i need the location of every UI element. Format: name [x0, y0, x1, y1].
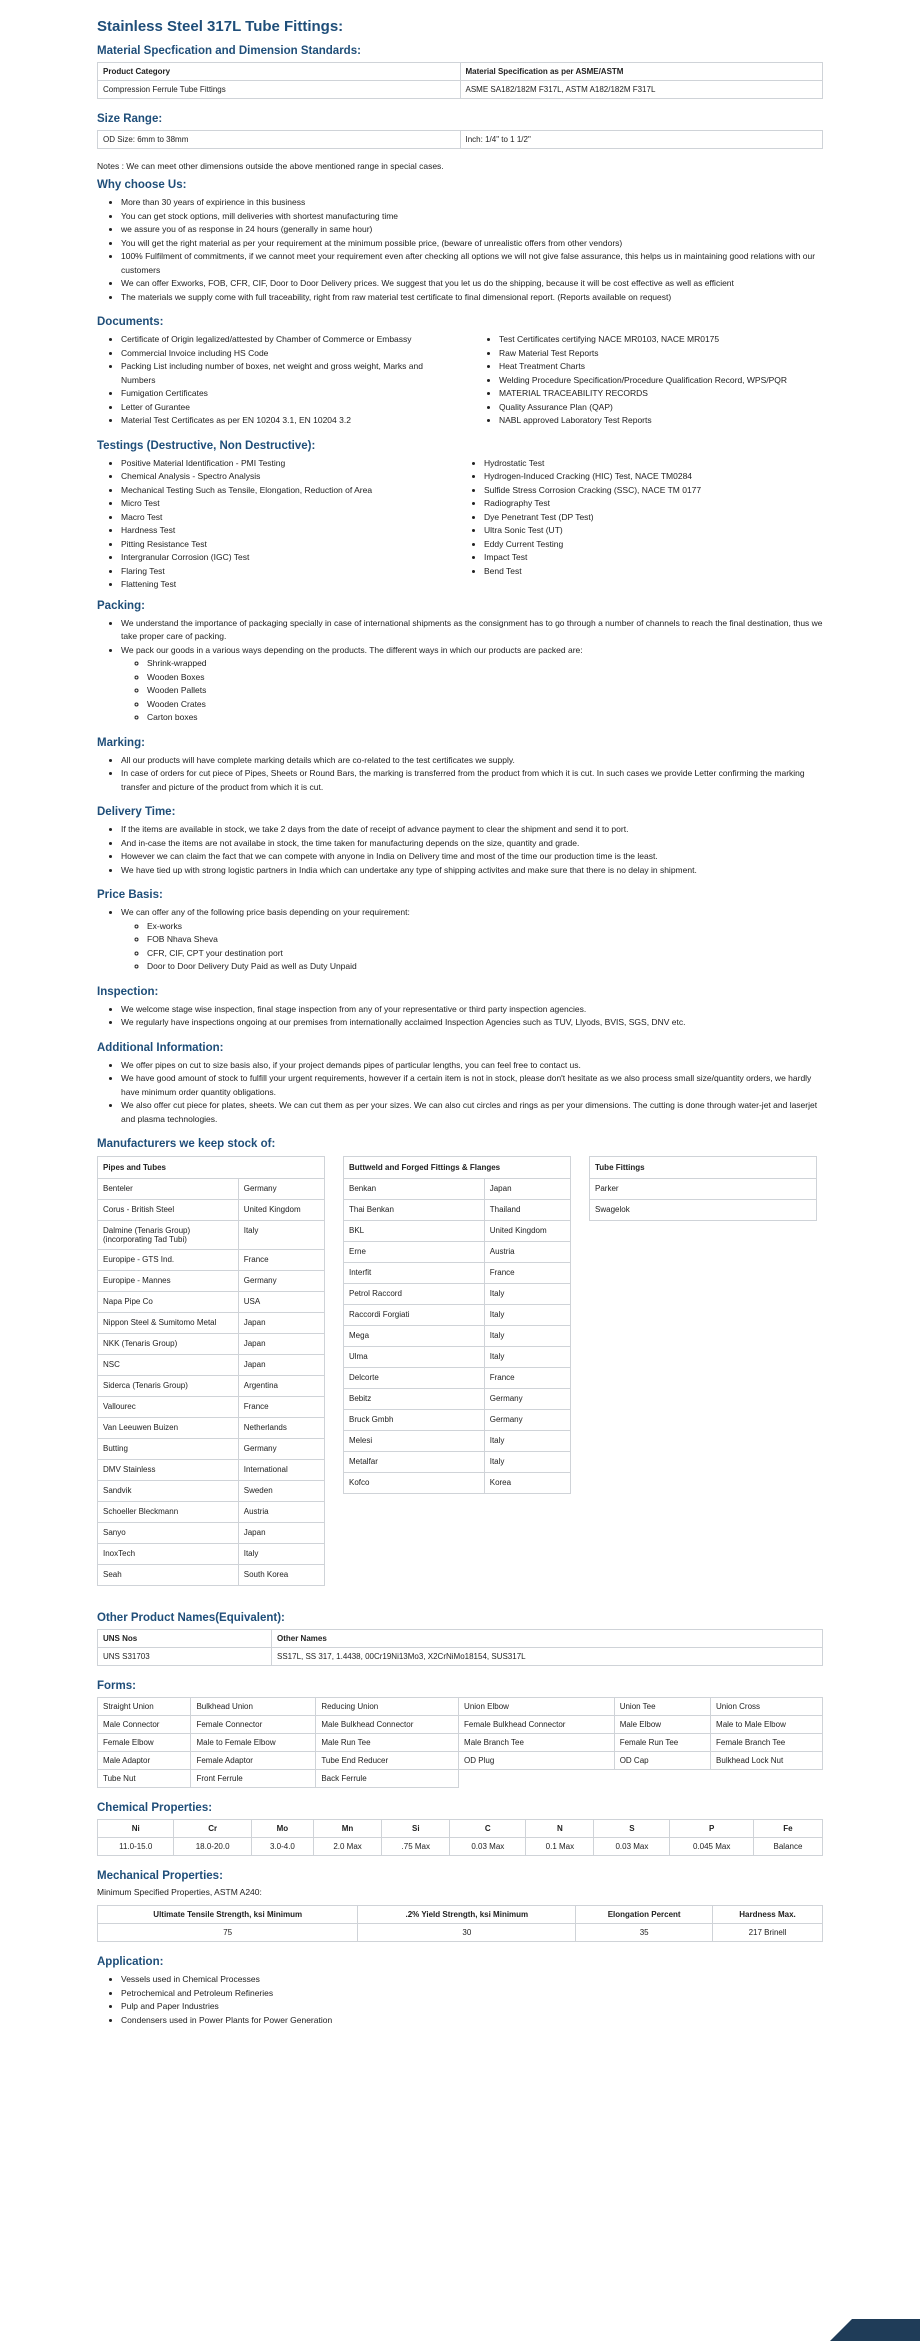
- table-cell: Sandvik: [98, 1481, 239, 1502]
- table-cell: 30: [358, 1924, 576, 1942]
- list-item: • We understand the importance of packaging specially in case of international shipments as the consignment has to go through a number of channels to reach the final destination, thus we take proper care of packing.: [121, 617, 823, 644]
- list-item: • In case of orders for cut piece of Pipes, Sheets or Round Bars, the marking is transferred from the product from which it is cut. In such cases we provide Letter confirming the marking transfer and picture of the product from which it is cut.: [121, 767, 823, 794]
- additional-heading: Additional Information:: [97, 1041, 224, 1054]
- table-cell: Front Ferrule: [191, 1770, 316, 1788]
- list-item: • We welcome stage wise inspection, final stage inspection from any of your representative or third party inspection agencies.: [121, 1003, 823, 1017]
- other-names-table: [97, 1629, 823, 1666]
- table-cell: DMV Stainless: [98, 1460, 239, 1481]
- table-cell: Germany: [238, 1271, 324, 1292]
- why-list: [97, 196, 823, 304]
- table-row: [98, 1481, 325, 1502]
- table-cell: Union Elbow: [459, 1698, 615, 1716]
- tube-fittings-table: [589, 1156, 817, 1221]
- table-cell: Benteler: [98, 1179, 239, 1200]
- table-cell: C: [450, 1820, 526, 1838]
- table-row: [590, 1179, 817, 1200]
- table-cell: France: [238, 1250, 324, 1271]
- material-category: Compression Ferrule Tube Fittings: [98, 81, 461, 99]
- table-cell: Mo: [251, 1820, 313, 1838]
- table-row: [344, 1473, 571, 1494]
- list-item: • Macro Test: [121, 511, 460, 525]
- table-cell: USA: [238, 1292, 324, 1313]
- list-item: • We offer pipes on cut to size basis also, if your project demands pipes of particular lengths, you can feel free to contact us.: [121, 1059, 823, 1073]
- table-cell: 11.0-15.0: [98, 1838, 174, 1856]
- pipes-title: Pipes and Tubes: [98, 1157, 325, 1179]
- table-cell: Vallourec: [98, 1397, 239, 1418]
- table-cell: Nippon Steel & Sumitomo Metal: [98, 1313, 239, 1334]
- table-cell: Male Elbow: [614, 1716, 710, 1734]
- chemical-value-row: [98, 1838, 823, 1856]
- list-item: ◦ Wooden Boxes: [147, 671, 823, 685]
- list-item: ◦ FOB Nhava Sheva: [147, 933, 823, 947]
- uns-number: UNS S31703: [98, 1648, 272, 1666]
- table-cell: Germany: [238, 1179, 324, 1200]
- list-item: • We have tied up with strong logistic partners in India which can undertake any type of shipping activites and make sure that there is no delay in shipment.: [121, 864, 823, 878]
- table-row: [98, 1271, 325, 1292]
- list-item: • Material Test Certificates as per EN 10204 3.1, EN 10204 3.2: [121, 414, 445, 428]
- table-row: [98, 1418, 325, 1439]
- testings-left-list: [97, 457, 460, 592]
- list-item: • Chemical Analysis - Spectro Analysis: [121, 470, 460, 484]
- list-item: ◦ Wooden Crates: [147, 698, 823, 712]
- table-row: [98, 1523, 325, 1544]
- table-row: [344, 1221, 571, 1242]
- table-cell: Ulma: [344, 1347, 485, 1368]
- buttweld-title: Buttweld and Forged Fittings & Flanges: [344, 1157, 571, 1179]
- table-cell: Reducing Union: [316, 1698, 459, 1716]
- list-item: • Mechanical Testing Such as Tensile, Elongation, Reduction of Area: [121, 484, 460, 498]
- list-item: • Flattening Test: [121, 578, 460, 592]
- table-row: [98, 1770, 823, 1788]
- list-item: • You will get the right material as per your requirement at the minimum possible price, (beware of unrealistic offers from other vendors): [121, 237, 823, 251]
- table-cell: Italy: [484, 1284, 570, 1305]
- table-cell: Male Adaptor: [98, 1752, 191, 1770]
- list-item: • However we can claim the fact that we can compete with anyone in India on Delivery time and most of the time our production time is the least.: [121, 850, 823, 864]
- table-row: [344, 1410, 571, 1431]
- table-cell: OD Plug: [459, 1752, 615, 1770]
- table-cell: Van Leeuwen Buizen: [98, 1418, 239, 1439]
- list-item: • Radiography Test: [484, 497, 823, 511]
- table-cell: Fe: [753, 1820, 822, 1838]
- table-cell: Argentina: [238, 1376, 324, 1397]
- table-cell: France: [484, 1263, 570, 1284]
- list-item: • Bend Test: [484, 565, 823, 579]
- marking-list: [97, 754, 823, 795]
- table-cell: Female Branch Tee: [711, 1734, 823, 1752]
- additional-list: [97, 1059, 823, 1127]
- list-item: • All our products will have complete marking details which are co-related to the test certificates we supply.: [121, 754, 823, 768]
- chemical-table: [97, 1819, 823, 1856]
- mechanical-heading: Mechanical Properties:: [97, 1870, 223, 1882]
- list-item: • Hardness Test: [121, 524, 460, 538]
- table-row: [98, 1439, 325, 1460]
- table-cell: Ni: [98, 1820, 174, 1838]
- material-table: [97, 62, 823, 99]
- table-cell: Japan: [484, 1179, 570, 1200]
- table-cell: Female Elbow: [98, 1734, 191, 1752]
- material-spec: ASME SA182/182M F317L, ASTM A182/182M F317L: [460, 81, 823, 99]
- table-cell: Schoeller Bleckmann: [98, 1502, 239, 1523]
- list-item: • NABL approved Laboratory Test Reports: [499, 414, 823, 428]
- table-cell: Italy: [484, 1452, 570, 1473]
- table-cell: Mega: [344, 1326, 485, 1347]
- list-item: • Sulfide Stress Corrosion Cracking (SSC), NACE TM 0177: [484, 484, 823, 498]
- table-cell: Seah: [98, 1565, 239, 1586]
- list-item: • Pitting Resistance Test: [121, 538, 460, 552]
- list-item: • Packing List including number of boxes, net weight and gross weight, Marks and Numbers: [121, 360, 445, 387]
- table-row: [344, 1200, 571, 1221]
- table-row: [98, 1397, 325, 1418]
- size-table: [97, 130, 823, 149]
- table-cell: Germany: [484, 1410, 570, 1431]
- testings-heading: Testings (Destructive, Non Destructive):: [97, 439, 316, 452]
- table-cell: Male Connector: [98, 1716, 191, 1734]
- list-item: • Test Certificates certifying NACE MR0103, NACE MR0175: [499, 333, 823, 347]
- table-cell: Italy: [484, 1431, 570, 1452]
- table-cell: Sweden: [238, 1481, 324, 1502]
- table-row: [344, 1431, 571, 1452]
- documents-right-list: [475, 333, 823, 428]
- table-cell: Japan: [238, 1523, 324, 1544]
- list-item: • Vessels used in Chemical Processes: [121, 1973, 823, 1987]
- inspection-list: [97, 1003, 823, 1030]
- table-cell: Japan: [238, 1313, 324, 1334]
- table-cell: Mn: [313, 1820, 381, 1838]
- material-heading: Material Specfication and Dimension Standards:: [97, 45, 361, 57]
- forms-rows: [98, 1698, 823, 1788]
- table-row: [344, 1347, 571, 1368]
- list-item: ◦ CFR, CIF, CPT your destination port: [147, 947, 823, 961]
- table-cell: United Kingdom: [484, 1221, 570, 1242]
- table-cell: Tube Nut: [98, 1770, 191, 1788]
- size-note: Notes : We can meet other dimensions outside the above mentioned range in special cases.: [97, 161, 444, 171]
- price-list: [97, 906, 823, 920]
- table-cell: Italy: [484, 1326, 570, 1347]
- tube-fittings-title: Tube Fittings: [590, 1157, 817, 1179]
- table-row: [98, 1334, 325, 1355]
- application-list: [97, 1973, 823, 2027]
- list-item: • We regularly have inspections ongoing at our premises from internationally acclaimed Inspection Agencies such as TUV, Llyods, BVIS, SGS, DNV etc.: [121, 1016, 823, 1030]
- manufacturers-heading: Manufacturers we keep stock of:: [97, 1138, 276, 1150]
- list-item: • Dye Penetrant Test (DP Test): [484, 511, 823, 525]
- list-item: • Flaring Test: [121, 565, 460, 579]
- footer-corner-shape: [830, 2319, 920, 2341]
- list-item: • The materials we supply come with full traceability, right from raw material test certificate to final dimensional report. (Reports available on request): [121, 291, 823, 305]
- table-row: [344, 1305, 571, 1326]
- table-cell: Male Run Tee: [316, 1734, 459, 1752]
- list-item: • If the items are available in stock, we take 2 days from the date of receipt of advance payment to clear the shipment and send it to port.: [121, 823, 823, 837]
- packing-list: [97, 617, 823, 658]
- table-cell: Italy: [238, 1544, 324, 1565]
- table-row: [98, 1376, 325, 1397]
- table-cell: Hardness Max.: [713, 1906, 823, 1924]
- table-cell: Back Ferrule: [316, 1770, 459, 1788]
- table-cell: Bulkhead Lock Nut: [711, 1752, 823, 1770]
- table-cell: International: [238, 1460, 324, 1481]
- table-cell: 217 Brinell: [713, 1924, 823, 1942]
- list-item: • We can offer Exworks, FOB, CFR, CIF, Door to Door Delivery prices. We suggest that you let us do the shipping, because it will be cost effective as well as efficient: [121, 277, 823, 291]
- list-item: • Ultra Sonic Test (UT): [484, 524, 823, 538]
- table-cell: Sanyo: [98, 1523, 239, 1544]
- mechanical-table: [97, 1905, 823, 1942]
- table-cell: Delcorte: [344, 1368, 485, 1389]
- table-row: [98, 1565, 325, 1586]
- table-cell: Korea: [484, 1473, 570, 1494]
- table-cell: 35: [576, 1924, 713, 1942]
- price-heading: Price Basis:: [97, 889, 163, 901]
- list-item: • We can offer any of the following price basis depending on your requirement:: [121, 906, 823, 920]
- list-item: • Positive Material Identification - PMI Testing: [121, 457, 460, 471]
- table-cell: Benkan: [344, 1179, 485, 1200]
- table-cell: Male Bulkhead Connector: [316, 1716, 459, 1734]
- table-cell: Napa Pipe Co: [98, 1292, 239, 1313]
- size-heading: Size Range:: [97, 113, 163, 125]
- table-cell: Swagelok: [590, 1200, 817, 1221]
- table-cell: 0.1 Max: [526, 1838, 594, 1856]
- table-cell: Thailand: [484, 1200, 570, 1221]
- table-cell: Balance: [753, 1838, 822, 1856]
- table-cell: N: [526, 1820, 594, 1838]
- table-cell: 0.03 Max: [594, 1838, 670, 1856]
- table-cell: Japan: [238, 1355, 324, 1376]
- table-cell: Male to Male Elbow: [711, 1716, 823, 1734]
- table-cell: Female Connector: [191, 1716, 316, 1734]
- material-col-spec: Material Specification as per ASME/ASTM: [460, 63, 823, 81]
- table-cell: Thai Benkan: [344, 1200, 485, 1221]
- table-cell: Male to Female Elbow: [191, 1734, 316, 1752]
- table-row: [98, 1752, 823, 1770]
- marking-heading: Marking:: [97, 736, 145, 749]
- packing-heading: Packing:: [97, 599, 145, 612]
- packing-sub-list: [97, 657, 823, 725]
- chemical-heading: Chemical Properties:: [97, 1802, 213, 1814]
- list-item: • And in-case the items are not availabe in stock, the time taken for manufacturing depends on the size, quantity and grade.: [121, 837, 823, 851]
- table-cell: Dalmine (Tenaris Group) (incorporating Tad Tubi): [98, 1221, 239, 1250]
- list-item: • Condensers used in Power Plants for Power Generation: [121, 2014, 823, 2028]
- documents-heading: Documents:: [97, 316, 164, 328]
- list-item: • Petrochemical and Petroleum Refineries: [121, 1987, 823, 2001]
- list-item: • 100% Fulfilment of commitments, if we cannot meet your requirement even after checking all options we will not give false assurance, this helps us in maintaining good relations with our customers: [121, 250, 823, 277]
- table-cell: Union Tee: [614, 1698, 710, 1716]
- other-names-heading: Other Product Names(Equivalent):: [97, 1612, 285, 1624]
- tube-fittings-rows: [590, 1179, 817, 1221]
- list-item: • Micro Test: [121, 497, 460, 511]
- list-item: • Intergranular Corrosion (IGC) Test: [121, 551, 460, 565]
- table-cell: Raccordi Forgiati: [344, 1305, 485, 1326]
- table-row: [98, 1355, 325, 1376]
- list-item: • MATERIAL TRACEABILITY RECORDS: [499, 387, 823, 401]
- table-row: [344, 1242, 571, 1263]
- list-item: • Certificate of Origin legalized/attested by Chamber of Commerce or Embassy: [121, 333, 445, 347]
- list-item: • Welding Procedure Specification/Procedure Qualification Record, WPS/PQR: [499, 374, 823, 388]
- table-row: [98, 1502, 325, 1523]
- page-title: Stainless Steel 317L Tube Fittings:: [97, 18, 344, 35]
- table-cell: Bebitz: [344, 1389, 485, 1410]
- table-cell: Erne: [344, 1242, 485, 1263]
- list-item: • More than 30 years of expirience in this business: [121, 196, 823, 210]
- table-cell: Europipe - GTS Ind.: [98, 1250, 239, 1271]
- table-cell: Petrol Raccord: [344, 1284, 485, 1305]
- table-cell: France: [238, 1397, 324, 1418]
- table-cell: P: [670, 1820, 754, 1838]
- list-item: • we assure you of as response in 24 hours (generally in same hour): [121, 223, 823, 237]
- table-cell: Germany: [484, 1389, 570, 1410]
- size-inch: Inch: 1/4" to 1 1/2": [460, 131, 823, 149]
- table-cell: Metalfar: [344, 1452, 485, 1473]
- table-cell: Austria: [238, 1502, 324, 1523]
- buttweld-table: [343, 1156, 571, 1494]
- table-cell: Italy: [484, 1305, 570, 1326]
- table-cell: 0.03 Max: [450, 1838, 526, 1856]
- table-row: [98, 1250, 325, 1271]
- list-item: • We pack our goods in a various ways depending on the products. The different ways in which our products are packed are:: [121, 644, 823, 658]
- list-item: ◦ Carton boxes: [147, 711, 823, 725]
- material-col-category: Product Category: [98, 63, 461, 81]
- pipes-rows: [98, 1179, 325, 1586]
- table-row: [98, 1734, 823, 1752]
- list-item: • Fumigation Certificates: [121, 387, 445, 401]
- page-content: [97, 18, 823, 2027]
- table-cell: Netherlands: [238, 1418, 324, 1439]
- testings-right-list: [460, 457, 823, 592]
- table-cell: Kofco: [344, 1473, 485, 1494]
- list-item: • Quality Assurance Plan (QAP): [499, 401, 823, 415]
- table-cell: Female Bulkhead Connector: [459, 1716, 615, 1734]
- list-item: ◦ Door to Door Delivery Duty Paid as well as Duty Unpaid: [147, 960, 823, 974]
- table-cell: .2% Yield Strength, ksi Minimum: [358, 1906, 576, 1924]
- table-row: [98, 1544, 325, 1565]
- list-item: ◦ Shrink-wrapped: [147, 657, 823, 671]
- list-item: • Eddy Current Testing: [484, 538, 823, 552]
- table-cell: Germany: [238, 1439, 324, 1460]
- table-cell: Tube End Reducer: [316, 1752, 459, 1770]
- table-row: [98, 1698, 823, 1716]
- inspection-heading: Inspection:: [97, 985, 159, 998]
- list-item: • We also offer cut piece for plates, sheets. We can cut them as per your sizes. We can also cut circles and rings as per your dimensions. The cutting is done through water-jet and laserjet and plasma technologies.: [121, 1099, 823, 1126]
- documents-left-list: [97, 333, 475, 428]
- list-item: • Letter of Gurantee: [121, 401, 445, 415]
- table-row: [344, 1389, 571, 1410]
- why-heading: Why choose Us:: [97, 179, 187, 191]
- list-item: • We have good amount of stock to fulfill your urgent requirements, however if a certain item is not in stock, please don't hesitate as we also process small size/quantity orders, we hardly have minimum order quantity obligations.: [121, 1072, 823, 1099]
- list-item: • Heat Treatment Charts: [499, 360, 823, 374]
- table-cell: InoxTech: [98, 1544, 239, 1565]
- table-cell: Female Adaptor: [191, 1752, 316, 1770]
- table-row: [98, 1221, 325, 1250]
- table-cell: Japan: [238, 1334, 324, 1355]
- mechanical-subtitle: Minimum Specified Properties, ASTM A240:: [97, 1887, 262, 1897]
- table-row: [98, 1460, 325, 1481]
- table-cell: Ultimate Tensile Strength, ksi Minimum: [98, 1906, 358, 1924]
- table-cell: 3.0-4.0: [251, 1838, 313, 1856]
- table-cell: Melesi: [344, 1431, 485, 1452]
- table-cell: Union Cross: [711, 1698, 823, 1716]
- table-row: [344, 1452, 571, 1473]
- table-cell: 18.0-20.0: [174, 1838, 251, 1856]
- forms-table: [97, 1697, 823, 1788]
- table-cell: Bruck Gmbh: [344, 1410, 485, 1431]
- table-cell: Female Run Tee: [614, 1734, 710, 1752]
- table-cell: Elongation Percent: [576, 1906, 713, 1924]
- price-sub-list: [97, 920, 823, 974]
- list-item: • You can get stock options, mill deliveries with shortest manufacturing time: [121, 210, 823, 224]
- table-cell: Siderca (Tenaris Group): [98, 1376, 239, 1397]
- table-cell: United Kingdom: [238, 1200, 324, 1221]
- table-cell: Si: [382, 1820, 450, 1838]
- buttweld-rows: [344, 1179, 571, 1494]
- forms-heading: Forms:: [97, 1680, 136, 1692]
- pipes-table: [97, 1156, 325, 1586]
- table-cell: .75 Max: [382, 1838, 450, 1856]
- list-item: • Raw Material Test Reports: [499, 347, 823, 361]
- table-row: [98, 1716, 823, 1734]
- table-cell: 75: [98, 1924, 358, 1942]
- list-item: ◦ Wooden Pallets: [147, 684, 823, 698]
- table-row: [344, 1263, 571, 1284]
- table-cell: NSC: [98, 1355, 239, 1376]
- table-cell: NKK (Tenaris Group): [98, 1334, 239, 1355]
- table-cell: Bulkhead Union: [191, 1698, 316, 1716]
- other-names-col-uns: UNS Nos: [98, 1630, 272, 1648]
- table-cell: 2.0 Max: [313, 1838, 381, 1856]
- table-cell: Corus - British Steel: [98, 1200, 239, 1221]
- table-cell: Europipe - Mannes: [98, 1271, 239, 1292]
- table-row: [590, 1200, 817, 1221]
- table-cell: 0.045 Max: [670, 1838, 754, 1856]
- table-cell: Austria: [484, 1242, 570, 1263]
- table-cell: Italy: [238, 1221, 324, 1250]
- table-cell: Butting: [98, 1439, 239, 1460]
- table-row: [98, 1179, 325, 1200]
- mechanical-header-row: [98, 1906, 823, 1924]
- table-row: [344, 1368, 571, 1389]
- table-cell: France: [484, 1368, 570, 1389]
- table-cell: Italy: [484, 1347, 570, 1368]
- mechanical-value-row: [98, 1924, 823, 1942]
- size-od: OD Size: 6mm to 38mm: [98, 131, 461, 149]
- table-cell: S: [594, 1820, 670, 1838]
- table-cell: Straight Union: [98, 1698, 191, 1716]
- delivery-heading: Delivery Time:: [97, 806, 176, 818]
- list-item: • Impact Test: [484, 551, 823, 565]
- list-item: • Hydrostatic Test: [484, 457, 823, 471]
- table-row: [344, 1284, 571, 1305]
- list-item: • Commercial Invoice including HS Code: [121, 347, 445, 361]
- delivery-list: [97, 823, 823, 877]
- table-row: [98, 1292, 325, 1313]
- table-cell: Cr: [174, 1820, 251, 1838]
- table-cell: Parker: [590, 1179, 817, 1200]
- table-row: [344, 1326, 571, 1347]
- application-heading: Application:: [97, 1956, 164, 1968]
- table-row: [98, 1200, 325, 1221]
- table-row: [98, 1313, 325, 1334]
- other-names-col-names: Other Names: [272, 1630, 823, 1648]
- table-cell: Interfit: [344, 1263, 485, 1284]
- list-item: • Hydrogen-Induced Cracking (HIC) Test, NACE TM0284: [484, 470, 823, 484]
- list-item: ◦ Ex-works: [147, 920, 823, 934]
- table-cell: BKL: [344, 1221, 485, 1242]
- chemical-header-row: [98, 1820, 823, 1838]
- list-item: • Pulp and Paper Industries: [121, 2000, 823, 2014]
- table-cell: South Korea: [238, 1565, 324, 1586]
- table-row: [344, 1179, 571, 1200]
- table-cell: OD Cap: [614, 1752, 710, 1770]
- other-names-value: SS17L, SS 317, 1.4438, 00Cr19Ni13Mo3, X2CrNiMo18154, SUS317L: [272, 1648, 823, 1666]
- table-cell: Male Branch Tee: [459, 1734, 615, 1752]
